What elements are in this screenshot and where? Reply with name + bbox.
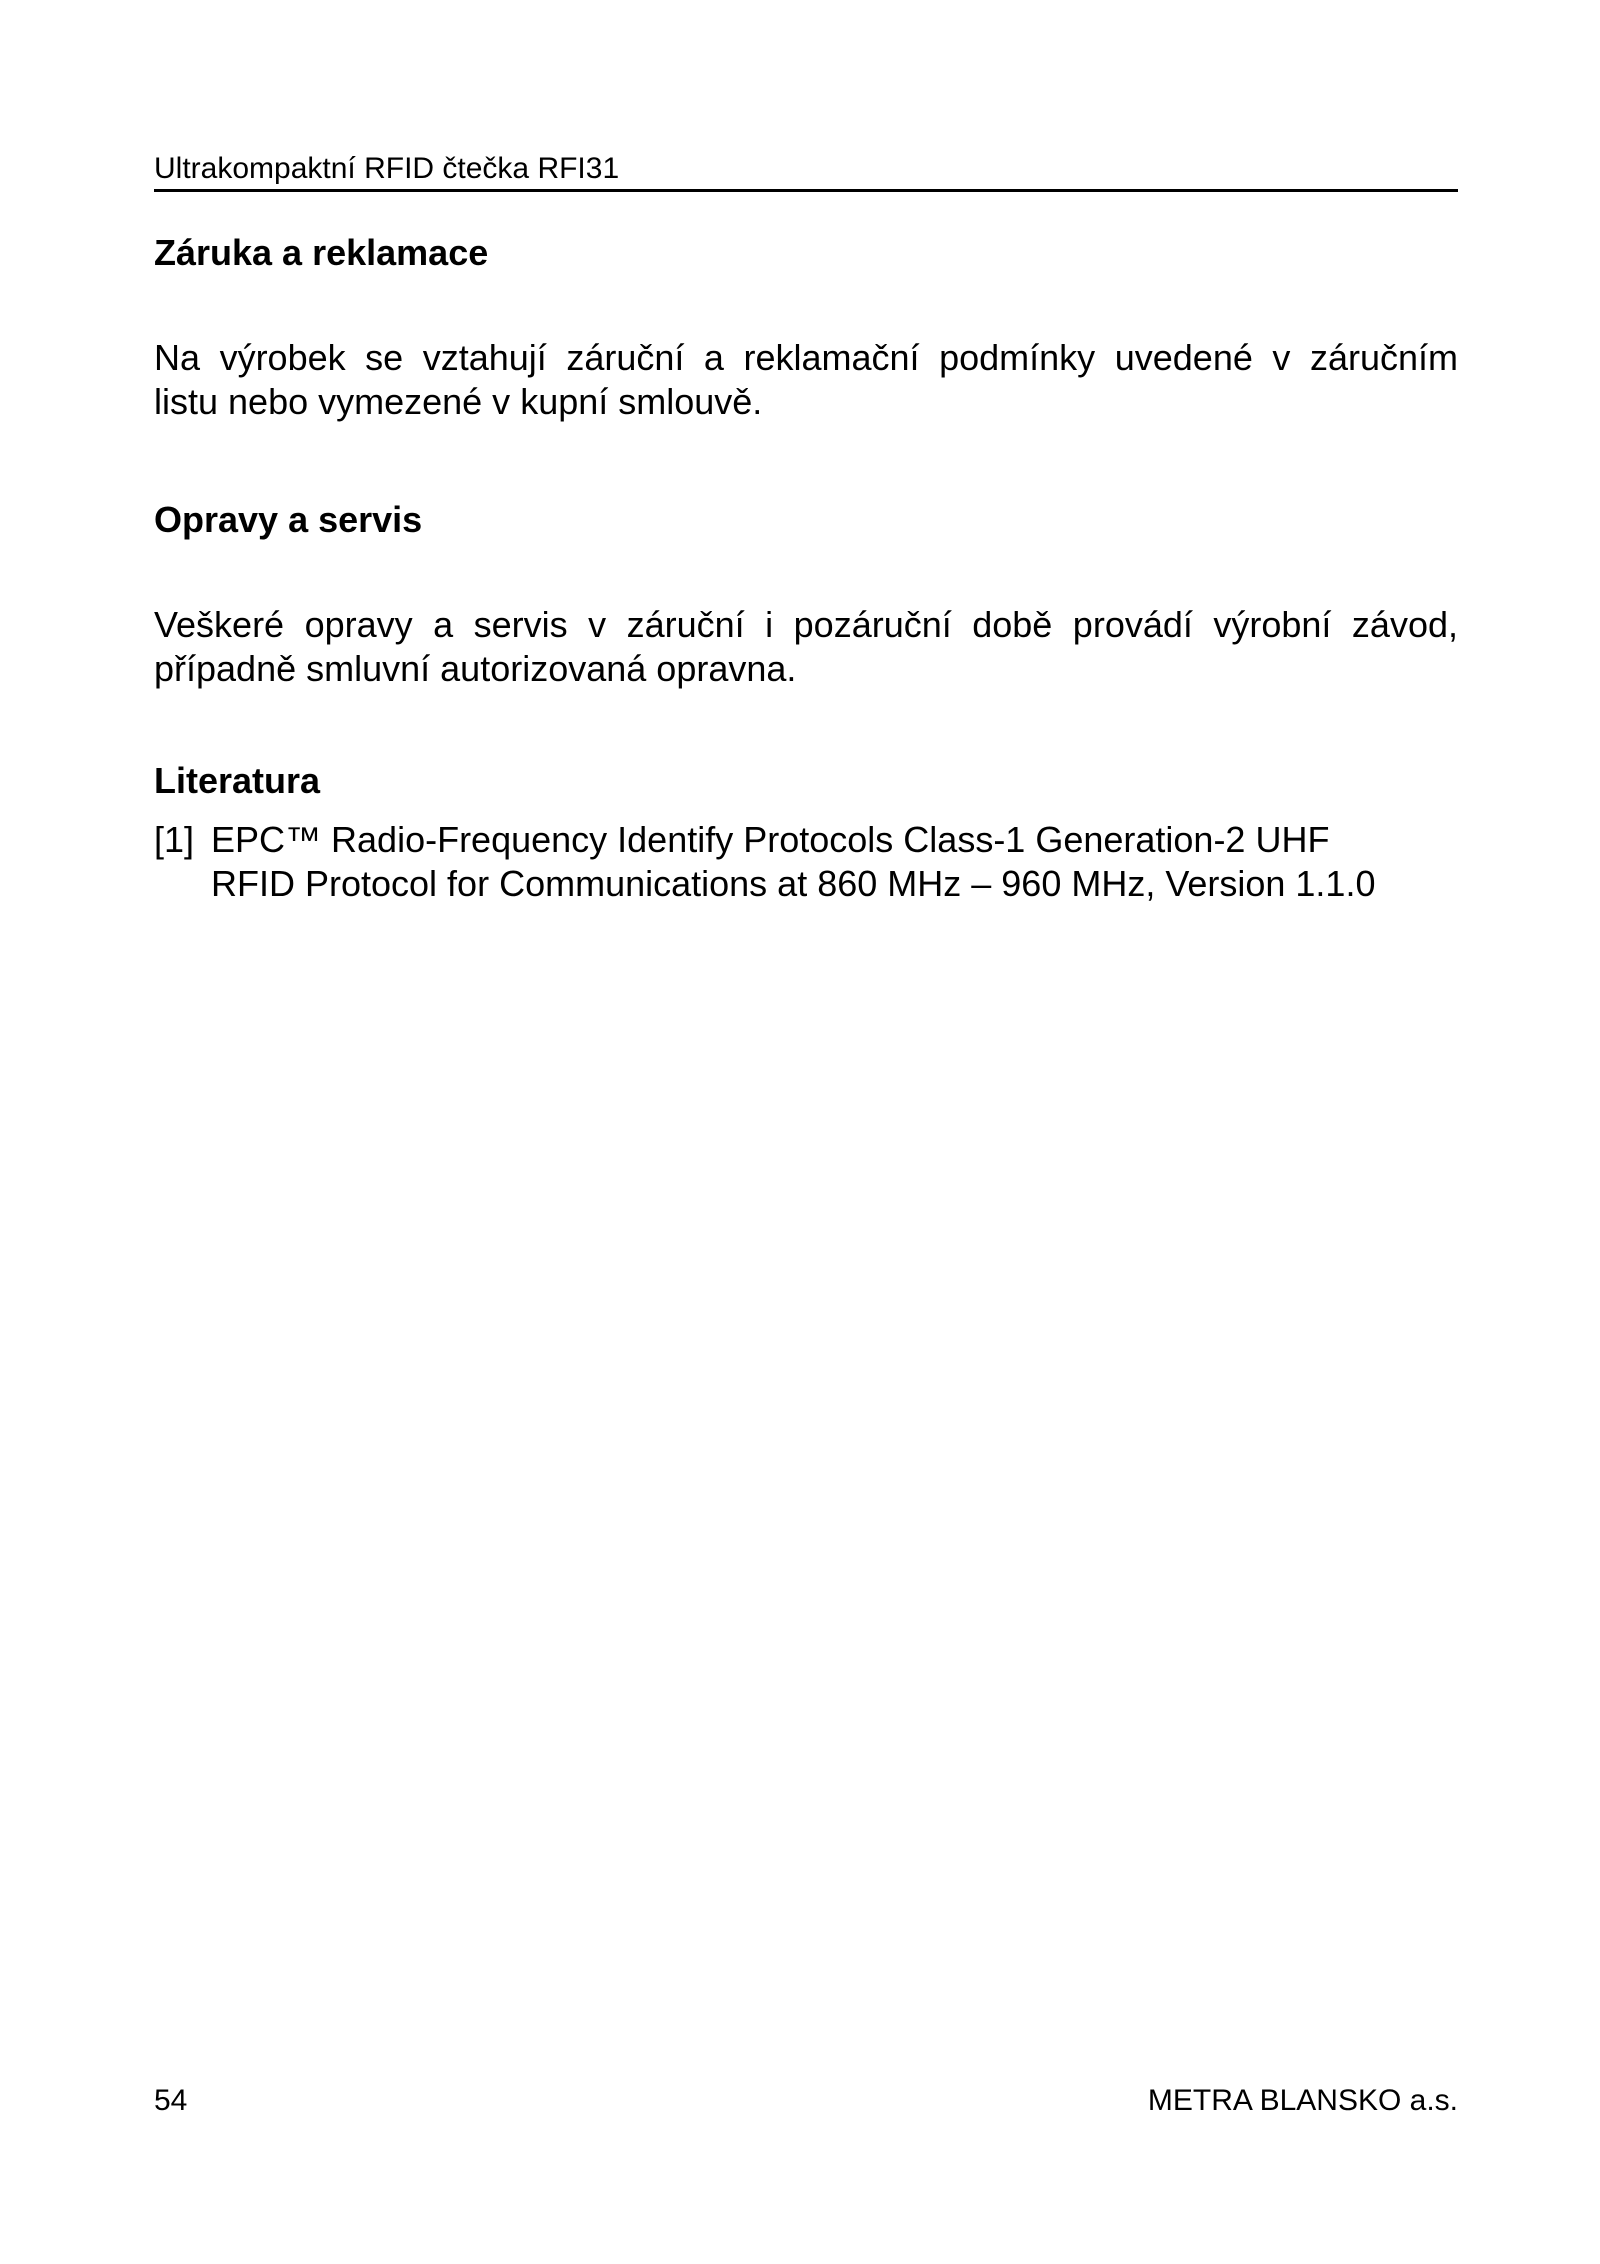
reference-line-2: RFID Protocol for Communications at 860 MHz – 960 MHz, Version 1.1.0 (211, 863, 1376, 904)
repairs-line-2: případně smluvní autorizovaná opravna. (154, 648, 797, 689)
warranty-line-1: Na výrobek se vztahují záruční a reklamační podmínky uvedené v záručním (154, 337, 1458, 378)
reference-number: [1] (154, 819, 195, 860)
page-number: 54 (154, 2084, 188, 2117)
running-header (154, 152, 1458, 192)
footer-company-name: METRA BLANSKO a.s. (1147, 2084, 1458, 2117)
warranty-paragraph (154, 336, 1458, 424)
repairs-line-1: Veškeré opravy a servis v záruční i pozáruční době provádí výrobní závod, (154, 604, 1458, 645)
reference-text (211, 818, 1375, 906)
warranty-line-2: listu nebo vymezené v kupní smlouvě. (154, 381, 763, 422)
document-title: Ultrakompaktní RFID čtečka RFI31 (154, 152, 620, 185)
reference-line-1: EPC™ Radio-Frequency Identify Protocols Class-1 Generation-2 UHF (211, 819, 1330, 860)
literature-heading: Literatura (154, 760, 321, 801)
repairs-paragraph (154, 603, 1458, 691)
warranty-heading: Záruka a reklamace (154, 232, 489, 273)
repairs-heading: Opravy a servis (154, 499, 423, 540)
